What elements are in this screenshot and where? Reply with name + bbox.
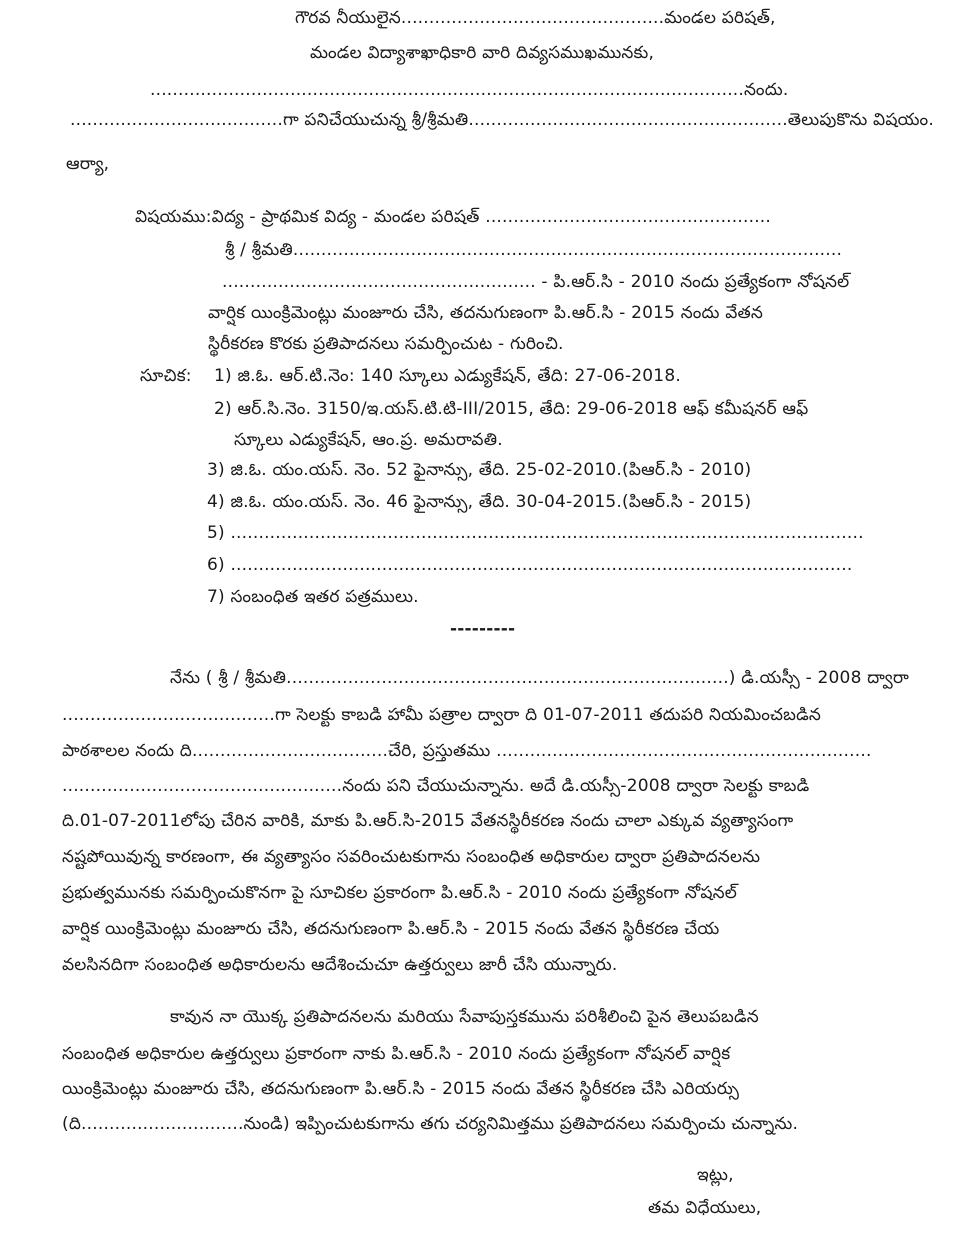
body-para2-line2: సంబంధిత అధికారుల ఉత్తర్వులు ప్రకారంగా నాకు పి.ఆర్.సి - 2010 నందు ప్రత్యేకంగా నోషనల్ వార్షిక (62, 1044, 731, 1064)
closing-line-1: ఇట్లు, (697, 1165, 734, 1185)
body-para1-line7: ప్రభుత్వమునకు సమర్పించుకొనగా పై సూచికల ప్రకారంగా పి.ఆర్.సి - 2010 నందు ప్రత్యేకంగా నోషనల్ (62, 883, 738, 903)
body-para2-line4: (ది.............................నుండి) ఇప్పించుటకుగాను తగు చర్యనిమిత్తము ప్రతిపాదనలు సమర్పించు చున్నాను. (62, 1114, 799, 1134)
body-para1-line3: పాఠశాలల నందు ది...................................చేరి, ప్రస్తుతము ................................................................... (62, 741, 872, 761)
reference-2a: 2) ఆర్.సి.నెం. 3150/ఇ.యస్.టి.టి-III/2015, తేది: 29-06-2018 ఆఫ్ కమీషనర్ ఆఫ్ (214, 399, 809, 419)
reference-6: 6) ............................................................................................................... (207, 555, 853, 575)
header-line-3: ..........................................................................................................నందు. (150, 80, 789, 100)
subject-line-1: విషయము:విద్య - ప్రాథమిక విద్య - మండల పరిషత్ ................................................... (135, 207, 772, 227)
header-line-2: మండల విద్యాశాఖాధికారి వారి దివ్యసముఖమునకు, (310, 43, 655, 63)
reference-2b: స్కూలు ఎడ్యుకేషన్, ఆం.ప్ర. అమరావతి. (234, 430, 503, 450)
subject-line-2: శ్రీ / శ్రీమతి.................................................................................................. (225, 240, 843, 260)
closing-line-2: తమ విధేయులు, (648, 1198, 762, 1218)
body-para1-line1: నేను ( శ్రీ / శ్రీమతి...............................................................................) డి.యస్సీ - 2008 ద్వారా (170, 668, 909, 688)
body-para1-line8: వార్షిక యింక్రిమెంట్లు మంజూరు చేసి, తదనుగుణంగా పి.ఆర్.సి - 2015 నందు వేతన స్థిరీకరణ చేయ (62, 919, 720, 939)
header-line-4: ......................................గా పనిచేయుచున్న శ్రీ/శ్రీమతి.........................................................తెలుపుకొను విషయం. (70, 110, 934, 130)
body-para1-line6: నష్టపోయివున్న కారణంగా, ఈ వ్యత్యాసం సవరించుటకుగాను సంబంధిత అధికారుల ద్వారా ప్రతిపాదనలను (62, 847, 761, 867)
body-para1-line2: ......................................గా సెలక్టు కాబడి హామీ పత్రాల ద్వారా ది 01-07-2011 తదుపరి నియమించబడిన (62, 705, 822, 725)
references-label: సూచిక: (140, 366, 192, 386)
salutation: ఆర్యా, (66, 154, 110, 174)
reference-7: 7) సంబంధిత ఇతర పత్రములు. (207, 587, 419, 607)
body-para1-line4: ..................................................నందు పని చేయుచున్నాను. అదే డి.యస్సీ-2008 ద్వారా సెలక్టు కాబడి (62, 776, 810, 796)
body-para1-line9: వలసినదిగా సంబంధిత అధికారులను ఆదేశించుచూ ఉత్తర్వులు జారీ చేసి యున్నారు. (62, 955, 618, 975)
reference-1: 1) జి.ఓ. ఆర్.టి.నెం: 140 స్కూలు ఎడ్యుకేషన్, తేది: 27-06-2018. (214, 366, 681, 386)
subject-line-4: వార్షిక యింక్రిమెంట్లు మంజూరు చేసి, తదనుగుణంగా పి.ఆర్.సి - 2015 నందు వేతన (208, 303, 764, 323)
separator: --------- (450, 619, 516, 639)
reference-3: 3) జి.ఓ. యం.యస్. నెం. 52 ఫైనాన్సు, తేది. 25-02-2010.(పిఆర్.సి - 2010) (207, 460, 752, 480)
subject-line-5: స్థిరీకరణ కొరకు ప్రతిపాదనలు సమర్పించుట - గురించి. (208, 334, 564, 354)
body-para2-line3: యింక్రిమెంట్లు మంజూరు చేసి, తదనుగుణంగా పి.ఆర్.సి - 2015 నందు వేతన స్థిరీకరణ చేసి ఎరియర్సు (62, 1079, 740, 1099)
body-para1-line5: ది.01-07-2011లోపు చేరిన వారికి, మాకు పి.ఆర్.సి-2015 వేతనస్థిరీకరణ నందు చాలా ఎక్కువ వ్యత్యాసంగా (62, 811, 794, 831)
body-para2-line1: కావున నా యొక్క ప్రతిపాదనలను మరియు సేవాపుస్తకమును పరిశీలించి పైన తెలుపబడిన (170, 1007, 759, 1027)
reference-5: 5) ................................................................................................................. (207, 523, 864, 543)
subject-line-3: ........................................................ - పి.ఆర్.సి - 2010 నందు ప్రత్యేకంగా నోషనల్ (222, 272, 850, 292)
header-line-1: గౌరవ నీయులైన...............................................మండల పరిషత్, (295, 8, 776, 28)
reference-4: 4) జి.ఓ. యం.యస్. నెం. 46 ఫైనాన్సు, తేది. 30-04-2015.(పిఆర్.సి - 2015) (207, 492, 752, 512)
